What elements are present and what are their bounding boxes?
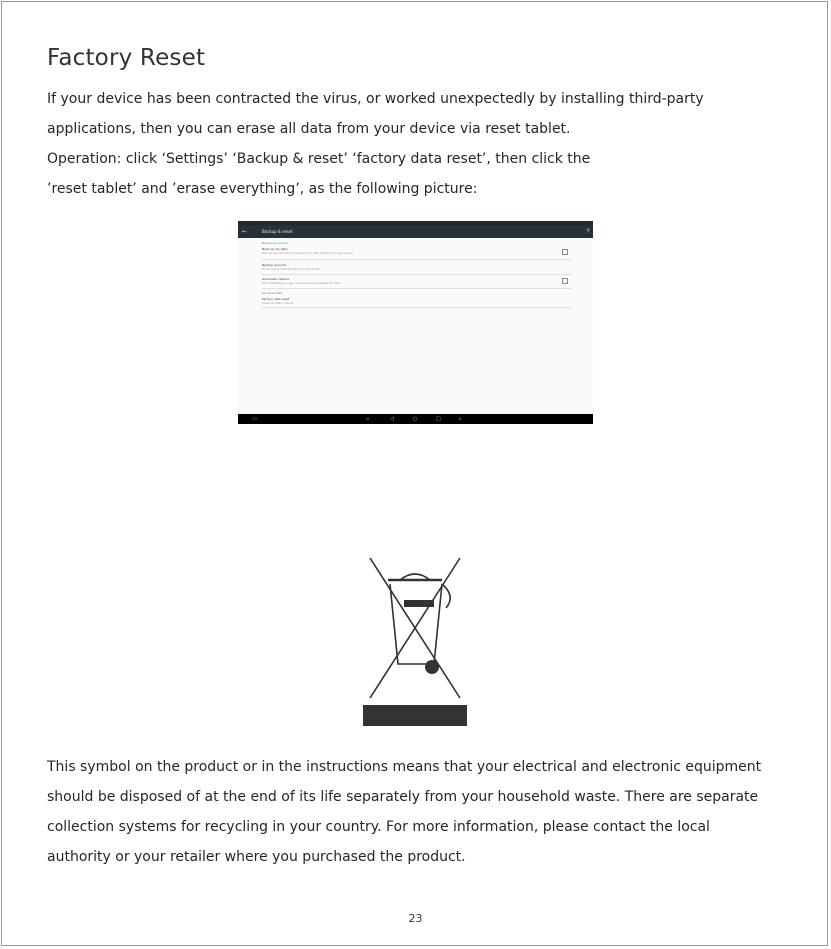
intro-line-2: applications, then you can erase all data from your device via reset tablet.	[47, 121, 571, 137]
screenshot-icon: ▭	[252, 416, 257, 422]
section-heading: Factory Reset	[47, 45, 206, 71]
home-nav-icon: ○	[413, 416, 418, 422]
back-nav-icon: ◁	[390, 416, 394, 422]
arrow-left-icon: ←	[242, 228, 248, 235]
setting-factory-data-reset: Factory data reset	[262, 297, 290, 301]
intro-line-3: Operation: click ‘Settings’ ‘Backup & reset’ ‘factory data reset’, then click the	[47, 151, 591, 167]
navigation-bar	[238, 414, 593, 424]
setting-automatic-restore: Automatic restore	[262, 277, 289, 281]
disposal-line-1: This symbol on the product or in the instructions means that your electrical and electronic equipment	[47, 759, 762, 775]
checkbox-automatic-restore	[562, 278, 568, 284]
intro-line-4: ’reset tablet’ and ’erase everything’, as the following picture:	[47, 181, 478, 197]
setting-backup-account: Backup account	[262, 263, 286, 267]
search-icon: ⚲	[586, 228, 590, 234]
checkbox-back-up	[562, 249, 568, 255]
disposal-line-3: collection systems for recycling in your country. For more information, please contact the local	[47, 819, 710, 835]
setting-factory-data-reset-sub: Erases all data on device	[262, 302, 294, 305]
section-header-personal: Personal data	[262, 291, 283, 295]
section-header-backup: Backup & restore	[262, 241, 288, 245]
volume-up-icon: ▹	[459, 416, 462, 422]
crossed-out-wheelie-bin-icon	[360, 556, 470, 728]
divider	[262, 307, 572, 308]
disposal-line-2: should be disposed of at the end of its life separately from your household waste. There are separate	[47, 789, 759, 805]
recents-nav-icon: □	[436, 416, 441, 422]
volume-down-icon: ◃	[366, 416, 369, 422]
divider	[262, 274, 572, 275]
divider	[262, 259, 572, 260]
setting-backup-account-sub: No account is currently storing backed up data	[262, 268, 321, 271]
setting-automatic-restore-sub: When reinstalling an app, restore backed up settings and data	[262, 282, 341, 285]
backup-reset-screenshot	[238, 221, 593, 424]
divider	[262, 288, 572, 289]
page-number: 23	[408, 912, 423, 925]
disposal-line-4: authority or your retailer where you purchased the product.	[47, 849, 466, 865]
setting-back-up-data: Back up my data	[262, 247, 288, 251]
intro-line-1: If your device has been contracted the virus, or worked unexpectedly by installing third-party	[47, 91, 704, 107]
setting-back-up-data-sub: Back up app data, Wi-Fi passwords, and other settings to Google servers	[262, 252, 353, 255]
settings-toolbar	[238, 225, 593, 238]
toolbar-title: Backup & reset	[262, 229, 293, 234]
